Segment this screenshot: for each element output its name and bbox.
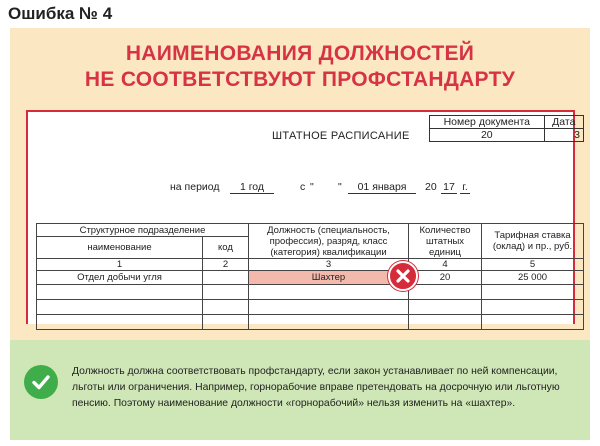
table-row <box>37 271 584 285</box>
period-label: на период <box>170 181 220 193</box>
period-quote-open: " <box>310 181 314 193</box>
explanation-line-3: пенсию. Поэтому наименование должности «горнорабочий» нельзя изменить на «шахтер». <box>72 398 516 409</box>
group-header-structural-unit: Структурное подразделение <box>37 224 249 237</box>
error-heading-line-2: НЕ СООТВЕТСТВУЮТ ПРОФСТАНДАРТУ <box>84 68 516 91</box>
period-quote-close: " <box>338 181 342 193</box>
period-value: 1 год <box>230 181 274 194</box>
column-number: 5 <box>482 259 584 271</box>
cell-count: 20 <box>409 271 482 285</box>
date-header: Дата <box>544 116 583 129</box>
column-number: 2 <box>203 259 249 271</box>
table-row-empty <box>37 315 584 330</box>
explanation-line-1: Должность должна соответствовать профстандарту, если закон устанавливает по ней компенсации, <box>72 366 558 377</box>
table-row-empty <box>37 300 584 315</box>
column-number: 4 <box>409 259 482 271</box>
document-meta-table <box>429 115 584 142</box>
cell-position-highlighted: Шахтер <box>249 271 409 285</box>
staffing-document <box>26 110 580 324</box>
cell-rate: 25 000 <box>482 271 584 285</box>
column-header-position: Должность (специальность, профессия), разряд, класс (категория) квалификации <box>249 224 409 259</box>
column-header-count: Количество штатных единиц <box>409 224 482 259</box>
period-date: 01 января <box>348 181 416 194</box>
explanation-line-2: льготы или ограничения. Например, горнорабочие вправе претендовать на досрочную или льготную <box>72 382 560 393</box>
period-from-label: с <box>300 181 306 193</box>
table-row-empty <box>37 285 584 300</box>
column-number: 1 <box>37 259 203 271</box>
column-number-row <box>37 259 584 271</box>
column-header-rate: Тарифная ставка (оклад) и пр., руб. <box>482 224 584 259</box>
check-icon <box>24 365 58 399</box>
cell-code <box>203 271 249 285</box>
doc-number-header: Номер документа <box>430 116 545 129</box>
column-header-name: наименование <box>37 237 203 259</box>
period-year-unit: г. <box>460 181 470 194</box>
column-number: 3 <box>249 259 409 271</box>
error-heading-line-1: НАИМЕНОВАНИЯ ДОЛЖНОСТЕЙ <box>125 42 475 65</box>
explanation-text <box>72 364 588 412</box>
period-year-prefix: 20 <box>425 181 437 193</box>
doc-number-value: 20 <box>430 129 545 142</box>
close-icon <box>388 261 418 291</box>
period-year-suffix: 17 <box>441 181 457 194</box>
staffing-table <box>36 223 584 330</box>
date-value: 3 <box>544 129 583 142</box>
column-header-code: код <box>203 237 249 259</box>
cell-department: Отдел добычи угля <box>37 271 203 285</box>
error-title: Ошибка № 4 <box>8 4 113 23</box>
document-title: ШТАТНОЕ РАСПИСАНИЕ <box>272 130 410 142</box>
